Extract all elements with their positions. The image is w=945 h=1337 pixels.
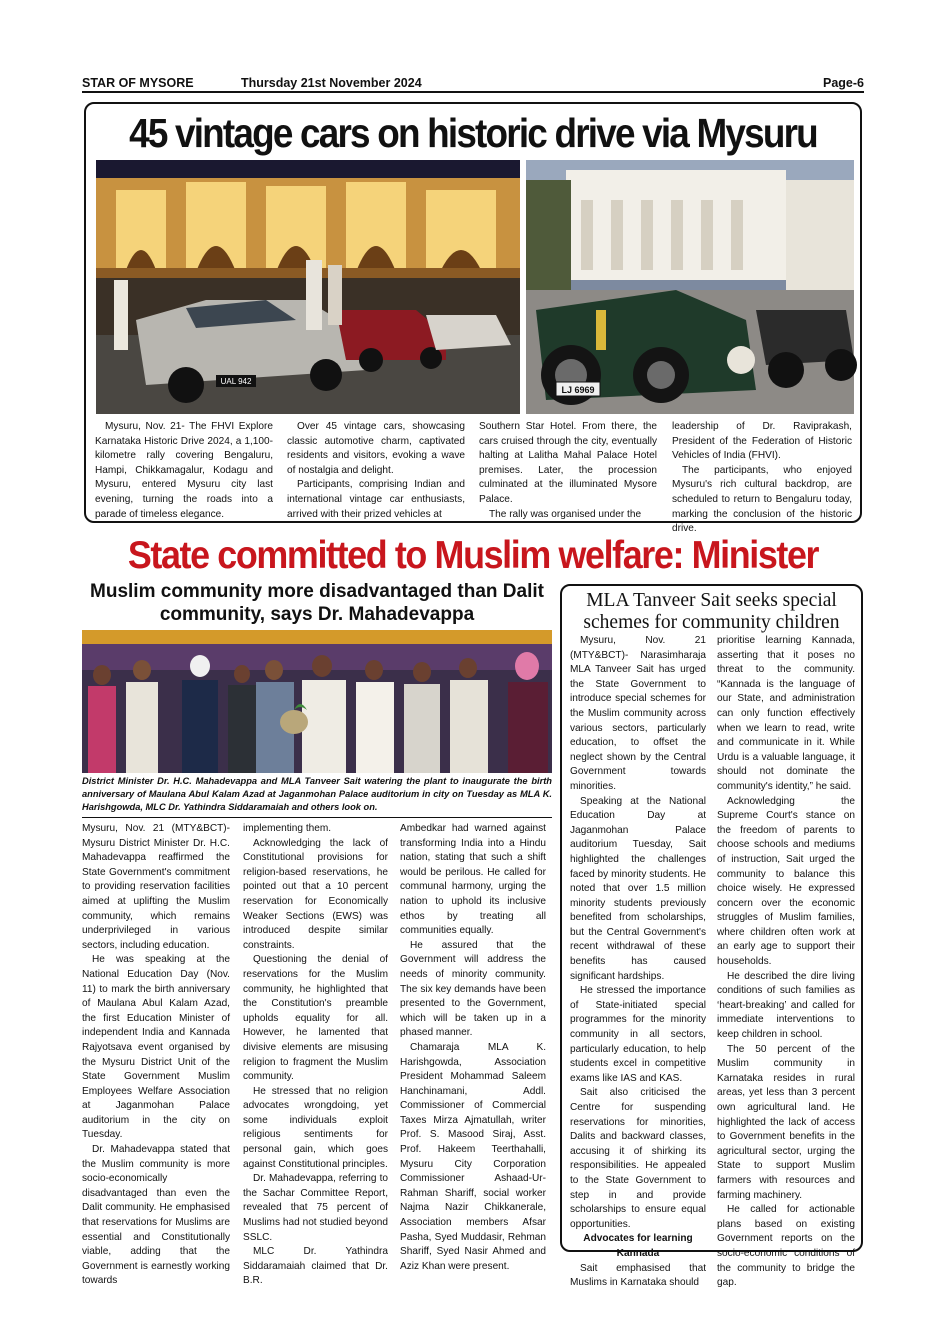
story1-paragraph: leadership of Dr. Raviprakash, President of the Federation of Historic Vehicles of India (FHVI). [672,421,852,462]
story2-paragraph: He stressed that no religion advocates wrongdoing, yet some individuals exploit religious sentiments for personal gain, which goes against Constitutional principles. [243,1085,388,1170]
muslim-welfare-headline: State committed to Muslim welfare: Minister [127,534,819,577]
story2-paragraph: Mysuru, Nov. 21 (MTY&BCT)- Mysuru District Minister Dr. H.C. Mahadevappa reaffirmed the State Government's commitment to providing reservation facilities aimed at uplifting the Muslim community, which remains underprivileged in various sectors, including education. [82,823,230,951]
car-plate-1: UAL 942 [220,377,252,386]
tanveer-sait-headline: MLA Tanveer Sait seeks special schemes for community children [583,590,840,633]
story2-paragraph: Chamaraja MLA K. Harishgowda, Association President Mohammad Saleem Hanchinamani, Addl. Commissioner of Commercial Taxes Mirza Ajmatullah, writer Prof. S. Masood Siraj, Asst. Prof. Hakeem Teerthahalli, Mysuru City Corporation Commissioner Ashaad-Ur-Rahman Shariff, social worker Najma Nazir Chikkanerale, Association members Afsar Pasha, Syed Muddasir, Rehman Shariff, Syed Nasir Ahmed and Aziz Khan were present. [400,1041,546,1272]
story3-paragraph: prioritise learning Kannada, asserting that it poses no threat to the community. “Kannada is the language of our State, and administration can only function effectively when we learn to read, write and communicate in it. While Urdu is a valuable language, it should not dominate the community's identity,” he said. [717,635,855,792]
story2-column-3 [400,822,546,1272]
story1-column-3 [479,420,657,520]
story1-column-1 [95,420,273,520]
story2-column-1 [82,822,230,1287]
story2-paragraph: MLC Dr. Yathindra Siddaramaiah claimed that Dr. B.R. [243,1246,388,1287]
story3-column-1 [570,634,706,1289]
story3-paragraph: Sait emphasised that Muslims in Karnataka should [570,1262,706,1289]
story1-column-2 [287,420,465,520]
story2-column-2 [243,822,388,1287]
story3-paragraph: He described the dire living conditions of such families as ‘heart-breaking’ and called for immediate interventions to keep children in school. [717,970,855,1041]
palace-cars-photo [526,160,854,414]
story1-paragraph: The rally was organised under the [489,508,642,520]
car-plate-2: LJ 6969 [561,385,595,395]
photo-caption: District Minister Dr. H.C. Mahadevappa and MLA Tanveer Sait watering the plant to inaugurate the birth anniversary of Maulana Abul Kalam Azad at Jaganmohan Palace auditorium in city on Tuesday as MLA K. Harishgowda, MLC Dr. Yathindra Siddaramaiah and others look on. [82,775,552,818]
story3-paragraph: Speaking at the National Education Day at Jaganmohan Palace auditorium Tuesday, Sait highlighted the challenges faced by minority students. He noted that over 1.5 million minority students previously benefited from scholarships, but the Central Government's recent withdrawal of these benefits has caused significant hardships. [570,795,706,982]
palace-night-photo [96,160,520,414]
story2-paragraph: Questioning the denial of reservations for the Muslim community, he highlighted that the Constitution's preamble upholds equality for all. However, he lamented that divisive elements are misusing religion to fragment the Muslim community. [243,954,388,1083]
story1-paragraph: Over 45 vintage cars, showcasing classic automotive charm, captivated residents and visitors, evoking a wave of nostalgia and delight. [287,421,465,476]
story3-paragraph: He stressed the importance of State-initiated special programmes for the minority community in all sectors, particularly education, to help students excel in competitive exams like IAS and KAS. [570,985,706,1084]
vintage-cars-story [84,102,862,535]
story3-paragraph: Sait also criticised the Centre for suspending reservations for minorities, Dalits and backward classes, accusing it of shirking its responsibilities. He appealed to the State Government to step in and provide scholarships to ensure equal opportunities. [570,1087,706,1230]
story3-paragraph: Mysuru, Nov. 21 (MTY&BCT)- Narasimharaja MLA Tanveer Sait has urged the State Government to introduce special schemes for the Muslim community across various sectors, particularly education, to offset the neglect shown by the Central Government towards minorities. [570,635,706,792]
story1-column-4 [672,420,852,535]
inauguration-photo [82,630,552,773]
story2-paragraph: He was speaking at the National Education Day (Nov. 11) to mark the birth anniversary of Maulana Abul Kalam Azad, the first Education Minister of independent India and Kannada Rajyotsava event organised by the Mysuru District Unit of the State Government Muslim Employees Welfare Association at Jaganmohan Palace auditorium in the city on Tuesday. [82,954,230,1141]
story2-paragraph: implementing them. [243,823,332,834]
masthead [82,73,864,93]
issue-date: Thursday 21st November 2024 [241,76,422,90]
page-number: Page-6 [823,76,864,90]
story2-paragraph: Dr. Mahadevappa, referring to the Sachar Committee Report, revealed that 75 percent of Muslims had not studied beyond SSLC. [243,1173,388,1243]
story1-paragraph: The participants, who enjoyed Mysuru's rich cultural backdrop, are scheduled to return to Bengaluru today, marking the conclusion of the historic drive. [672,464,852,535]
story1-paragraph: Southern Star Hotel. From there, the cars cruised through the city, eventually halting at Lalitha Mahal Palace Hotel premises. Later, the procession culminated at the illuminated Mysore Palace. [479,421,657,505]
tanveer-sait-story [560,584,863,1289]
publication-name: STAR OF MYSORE [82,76,194,90]
story1-paragraph: Mysuru, Nov. 21- The FHVI Explore Karnataka Historic Drive 2024, a 1,100-kilometre rally covering Bengaluru, Hampi, Chikkamagalur, Kodagu and Mysuru, entered Mysuru city last evening, turning the roads into a parade of timeless elegance. [95,421,273,520]
story3-paragraph: He called for actionable plans based on existing Government reports on the socio-economic conditions of the community to bridge the gap. [717,1204,855,1289]
story2-paragraph: He assured that the Government will address the needs of minority community. The six key demands have been presented to the Government, which will be taken up in a phased manner. [400,939,546,1039]
vintage-cars-headline: 45 vintage cars on historic drive via Mysuru [129,110,817,156]
story2-paragraph: Ambedkar had warned against transforming India into a Hindu nation, stating that such a shift would be perilous. He called for communal harmony, urging the nation to uphold its inclusive ethos by treating all communities equally. [400,823,546,937]
story3-subhead: Advocates for learning Kannada [583,1233,693,1259]
story3-paragraph: The 50 percent of the Muslim community in Karnataka resides in rural areas, yet less than 3 percent own agricultural land. He highlighted the lack of access to Government benefits in the agricultural sector, urging the State to support Muslim farmers with resources and farming machinery. [717,1043,855,1201]
story2-paragraph: Acknowledging the lack of Constitutional provisions for religion-based reservations, he pointed out that a 10 percent reservation for Economically Weaker Sections (EWS) was introduced despite similar constraints. [243,837,388,951]
story1-paragraph: Participants, comprising Indian and international vintage car enthusiasts, arrived with their prized vehicles at [287,479,465,520]
story3-paragraph: Acknowledging the Supreme Court's stance on the freedom of parents to choose schools and mediums of instruction, Sait urged the community to balance this choice wisely. He expressed concern over the economic struggles of Muslim families, where children often work at an early age to support their households. [717,795,855,968]
muslim-welfare-deck: Muslim community more disadvantaged than Dalit community, says Dr. Mahadevappa [90,581,544,625]
story3-column-2 [717,634,855,1289]
story2-paragraph: Dr. Mahadevappa stated that the Muslim community is more socio-economically disadvantaged than even the Dalit community. He emphasised that reservations for Muslims are essential and Constitutionally viable, adding that the Government is earnestly working towards [82,1144,230,1287]
